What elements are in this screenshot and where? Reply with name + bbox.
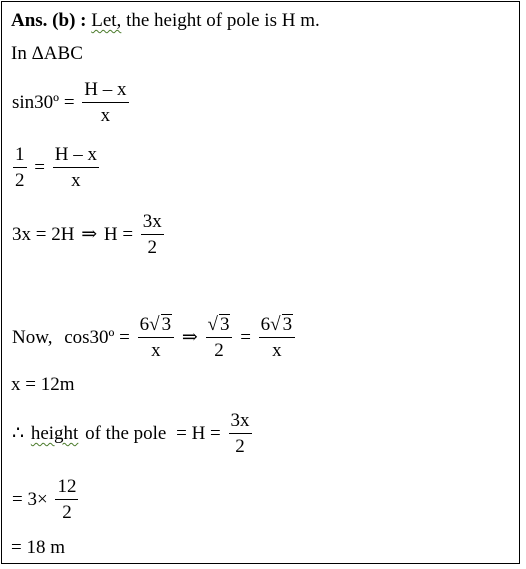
root3-numerator: √ 3 bbox=[206, 314, 233, 338]
height-equals: = H = bbox=[176, 423, 221, 444]
cos-numerator: 6√ 3 bbox=[138, 314, 174, 338]
cos-coef: 6 bbox=[139, 314, 150, 335]
root3-radicand: 3 bbox=[219, 314, 230, 335]
sin-equation bbox=[11, 79, 131, 127]
equals-sign: = bbox=[34, 157, 45, 178]
h-fraction bbox=[141, 211, 164, 259]
sin-fraction bbox=[82, 79, 128, 127]
half-numerator: 1 bbox=[13, 144, 27, 168]
half-denominator: 2 bbox=[15, 170, 25, 191]
sin-denominator: x bbox=[100, 105, 111, 126]
x-value-line: x = 12m bbox=[11, 374, 75, 395]
twelve-denominator: 2 bbox=[62, 502, 72, 523]
root3-half-fraction bbox=[206, 314, 233, 362]
triangle-line: In ΔABC bbox=[11, 43, 83, 64]
cos-lhs: cos30º = bbox=[64, 327, 130, 348]
twelve-numerator: 12 bbox=[55, 476, 78, 500]
three-times: = 3× bbox=[12, 489, 48, 510]
ratio-equation bbox=[11, 144, 101, 192]
h-lhs: 3x = 2H bbox=[12, 224, 75, 245]
six-radicand: 3 bbox=[282, 314, 293, 335]
cos-denominator: x bbox=[151, 340, 161, 361]
let-word: Let, bbox=[91, 10, 122, 31]
height-denominator: 2 bbox=[235, 436, 245, 457]
implies-arrow-2: ⇒ bbox=[181, 327, 198, 348]
implies-arrow: ⇒ bbox=[81, 224, 98, 245]
answer-header bbox=[11, 10, 320, 32]
sin-numerator: H – x bbox=[82, 79, 128, 103]
statement-text: the height of pole is H m. bbox=[126, 10, 320, 31]
h-equation bbox=[11, 211, 166, 259]
sin-lhs: sin30º = bbox=[12, 92, 75, 113]
equals-sign-2: = bbox=[240, 327, 251, 348]
therefore-symbol: ∴ bbox=[12, 423, 25, 444]
ratio-numerator: H – x bbox=[53, 144, 99, 168]
cos-equation bbox=[11, 314, 297, 362]
ratio-fraction bbox=[53, 144, 99, 192]
h-denominator: 2 bbox=[147, 237, 158, 258]
height-fraction bbox=[229, 410, 252, 458]
six-root3-denominator: x bbox=[272, 340, 282, 361]
final-answer: = 18 m bbox=[11, 537, 65, 558]
answer-label: Ans. (b) bbox=[11, 10, 76, 31]
half-fraction bbox=[13, 144, 27, 192]
height-numerator: 3x bbox=[229, 410, 252, 434]
answer-colon: : bbox=[80, 10, 87, 31]
six-root3-fraction bbox=[259, 314, 295, 362]
cos-fraction bbox=[138, 314, 174, 362]
now-word: Now, bbox=[12, 327, 53, 348]
cos-radicand: 3 bbox=[161, 314, 172, 335]
six-root3-numerator: 6√ 3 bbox=[259, 314, 295, 338]
twelve-half-fraction bbox=[55, 476, 78, 524]
root3-denominator: 2 bbox=[214, 340, 224, 361]
six-coef: 6 bbox=[260, 314, 271, 335]
of-the-pole: of the pole bbox=[85, 423, 167, 444]
height-equation bbox=[11, 410, 254, 458]
h-numerator: 3x bbox=[141, 211, 164, 235]
height-word: height bbox=[30, 423, 79, 444]
substitution-equation bbox=[11, 476, 80, 524]
ratio-denominator: x bbox=[71, 170, 81, 191]
h-equals: H = bbox=[103, 224, 134, 245]
